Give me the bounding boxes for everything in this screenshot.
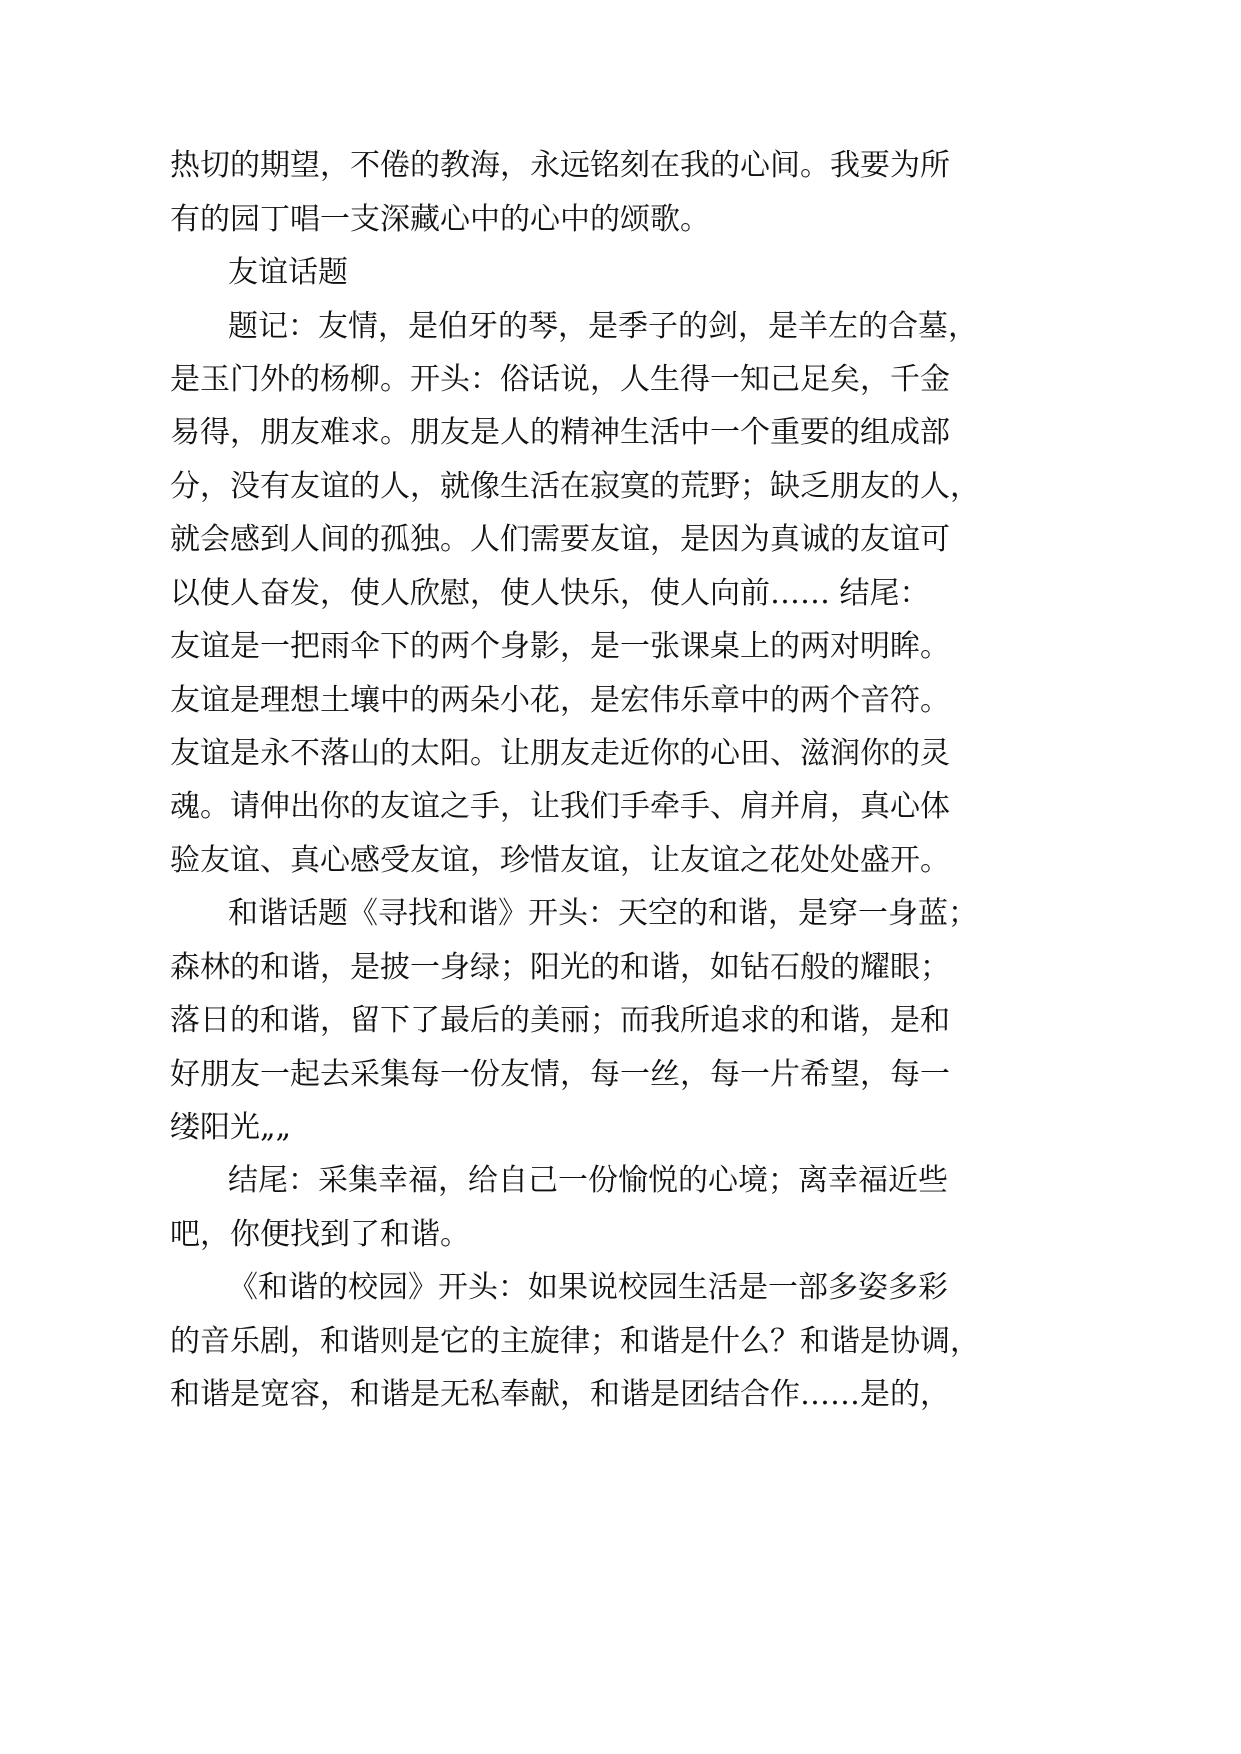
body-line-6: 易得，朋友难求。朋友是人的精神生活中一个重要的组成部 [170,415,950,450]
body-line-22: 《和谐的校园》开头：如果说校园生活是一部多姿多彩 [228,1270,948,1305]
body-line-4: 题记：友情，是伯牙的琴，是季子的剑，是羊左的合墓， [228,309,978,344]
body-line-21: 吧，你便找到了和谐。 [170,1217,470,1252]
body-line-12: 友谊是永不落山的太阳。让朋友走近你的心田、滋润你的灵 [170,736,950,771]
body-line-23: 的音乐剧，和谐则是它的主旋律；和谐是什么？和谐是协调， [170,1324,980,1359]
body-line-19: 缕阳光„„ [170,1110,292,1145]
body-line-15: 和谐话题《寻找和谐》开头：天空的和谐，是穿一身蓝； [228,896,978,931]
body-line-8: 就会感到人间的孤独。人们需要友谊，是因为真诚的友谊可 [170,522,950,557]
body-line-17: 落日的和谐，留下了最后的美丽；而我所追求的和谐，是和 [170,1003,950,1038]
body-line-18: 好朋友一起去采集每一份友情，每一丝，每一片希望，每一 [170,1057,950,1092]
body-line-24: 和谐是宽容，和谐是无私奉献，和谐是团结合作……是的， [170,1377,950,1412]
body-line-11: 友谊是理想土壤中的两朵小花，是宏伟乐章中的两个音符。 [170,683,950,718]
body-line-13: 魂。请伸出你的友谊之手，让我们手牵手、肩并肩，真心体 [170,789,950,824]
body-line-20: 结尾：采集幸福，给自己一份愉悦的心境；离幸福近些 [228,1163,948,1198]
body-line-10: 友谊是一把雨伞下的两个身影，是一张课桌上的两对明眸。 [170,629,950,664]
body-line-2: 有的园丁唱一支深藏心中的心中的颂歌。 [170,202,710,237]
body-line-5: 是玉门外的杨柳。开头：俗话说，人生得一知己足矣，千金 [170,362,950,397]
body-line-9: 以使人奋发，使人欣慰，使人快乐，使人向前…… 结尾： [170,576,930,611]
body-line-7: 分，没有友谊的人，就像生活在寂寞的荒野；缺乏朋友的人， [170,469,980,504]
body-line-1: 热切的期望，不倦的教海，永远铭刻在我的心间。我要为所 [170,148,950,183]
body-line-14: 验友谊、真心感受友谊，珍惜友谊，让友谊之花处处盛开。 [170,843,950,878]
section-heading-friendship: 友谊话题 [228,255,348,290]
body-line-16: 森林的和谐，是披一身绿；阳光的和谐，如钻石般的耀眼； [170,950,950,985]
